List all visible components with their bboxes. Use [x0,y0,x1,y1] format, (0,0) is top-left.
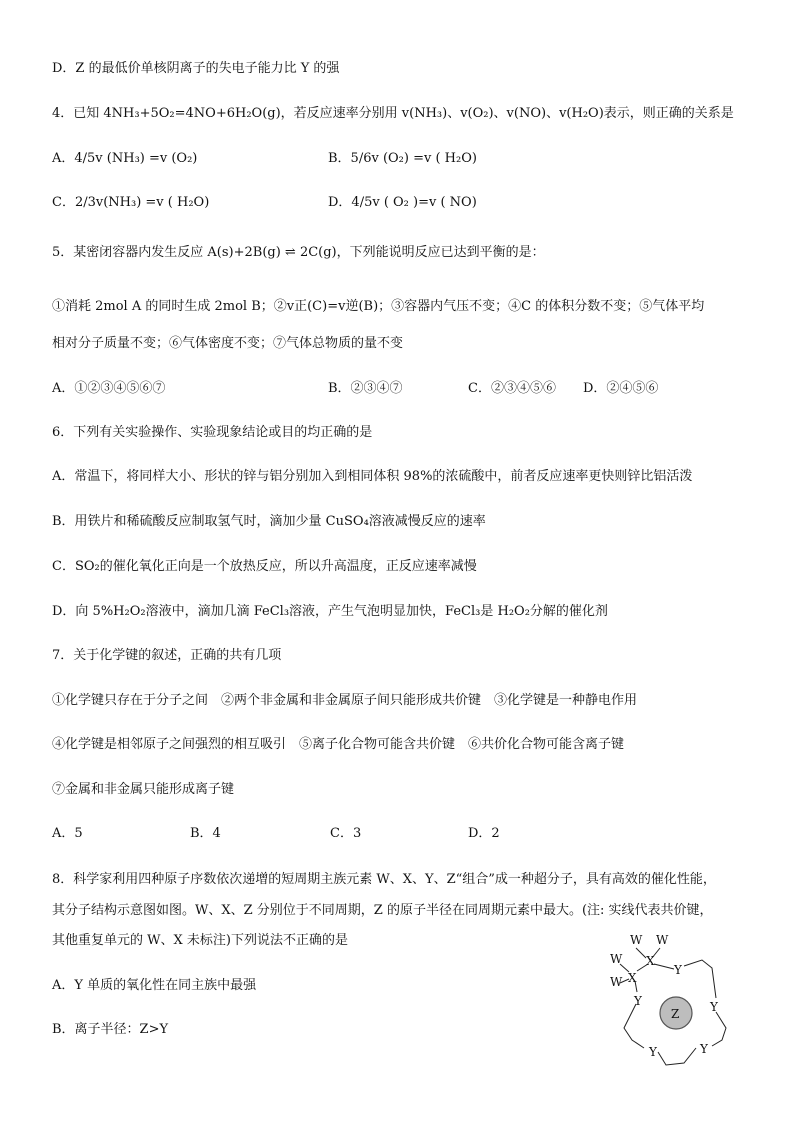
text-line: 6．下列有关实验操作、实验现象结论或目的均正确的是 [52,425,373,440]
answer-option: C．②③④⑤⑥ [468,381,556,396]
mol-atom-w2: W [656,933,669,947]
text-line: ④化学键是相邻原子之间强烈的相互吸引 ⑤离子化合物可能含共价键 ⑥共价化合物可能含离子键 [52,737,625,752]
text-line: ⑦金属和非金属只能形成离子键 [52,782,235,797]
supramolecule-structure-diagram [594,928,744,1078]
text-line: 其他重复单元的 W、X 未标注)下列说法不正确的是 [52,933,348,948]
mol-atom-w1: W [630,933,643,947]
text-line: 5．某密闭容器内发生反应 A(s)+2B(g) ⇌ 2C(g)，下列能说明反应已达到平衡的是： [52,245,545,260]
mol-atom-y5: Y [649,1045,657,1059]
answer-option: B．②③④⑦ [328,381,403,396]
text-line: 8．科学家利用四种原子序数依次递增的短周期主族元素 W、X、Y、Z“组合”成一种超分子，具有高效的催化性能， [52,872,716,887]
mol-atom-w4: W [610,975,623,989]
text-line: A．常温下，将同样大小、形状的锌与铝分别加入到相同体积 98%的浓硫酸中，前者反应速率更快则锌比铝活泼 [52,469,693,484]
answer-option: C．2/3v(NH₃) =v ( H₂O) [52,195,210,210]
text-line: B．用铁片和稀硫酸反应制取氢气时，滴加少量 CuSO₄溶液减慢反应的速率 [52,514,486,529]
answer-option: A．4/5v (NH₃) =v (O₂) [52,151,198,166]
mol-atom-y2: Y [634,994,642,1008]
answer-option: A．①②③④⑤⑥⑦ [52,381,166,396]
text-line: D．向 5%H₂O₂溶液中，滴加几滴 FeCl₃溶液，产生气泡明显加快，FeCl₃是 H₂O₂分解的催化剂 [52,604,608,619]
text-line: D．Z 的最低价单核阴离子的失电子能力比 Y 的强 [52,61,340,76]
mol-center-z-label: Z [671,1007,680,1021]
answer-option: C．3 [330,826,362,841]
answer-option: D．②④⑤⑥ [583,381,659,396]
mol-atom-w3: W [610,952,623,966]
mol-atom-x2: X [628,971,637,985]
text-line: 其分子结构示意图如图。W、X、Z 分别位于不同周期，Z 的原子半径在同周期元素中最大。(注: 实线代表共价键， [52,903,713,918]
mol-atom-y4: Y [700,1042,708,1056]
text-line: 相对分子质量不变；⑥气体密度不变；⑦气体总物质的量不变 [52,336,404,351]
answer-option: D．4/5v ( O₂ )=v ( NO) [328,195,477,210]
mol-atom-y3: Y [710,1000,718,1014]
text-line: C．SO₂的催化氧化正向是一个放热反应，所以升高温度，正反应速率减慢 [52,559,477,574]
text-line: ①消耗 2mol A 的同时生成 2mol B；②v正(C)=v逆(B)；③容器内气压不变；④C 的体积分数不变；⑤气体平均 [52,299,705,314]
answer-option: B．5/6v (O₂) =v ( H₂O) [328,151,477,166]
text-line: B．离子半径：Z>Y [52,1022,169,1037]
text-line: ①化学键只存在于分子之间 ②两个非金属和非金属原子间只能形成共价键 ③化学键是一种静电作用 [52,693,638,708]
mol-atom-x1: X [646,954,655,968]
answer-option: D．2 [468,826,500,841]
text-line: 7．关于化学键的叙述，正确的共有几项 [52,648,282,663]
text-line: A．Y 单质的氧化性在同主族中最强 [52,978,257,993]
text-line: 4．已知 4NH₃+5O₂=4NO+6H₂O(g)，若反应速率分别用 v(NH₃)、v(O₂)、v(NO)、v(H₂O)表示，则正确的关系是 [52,106,734,121]
answer-option: A．5 [52,826,83,841]
answer-option: B．4 [190,826,221,841]
mol-atom-y1: Y [674,963,682,977]
